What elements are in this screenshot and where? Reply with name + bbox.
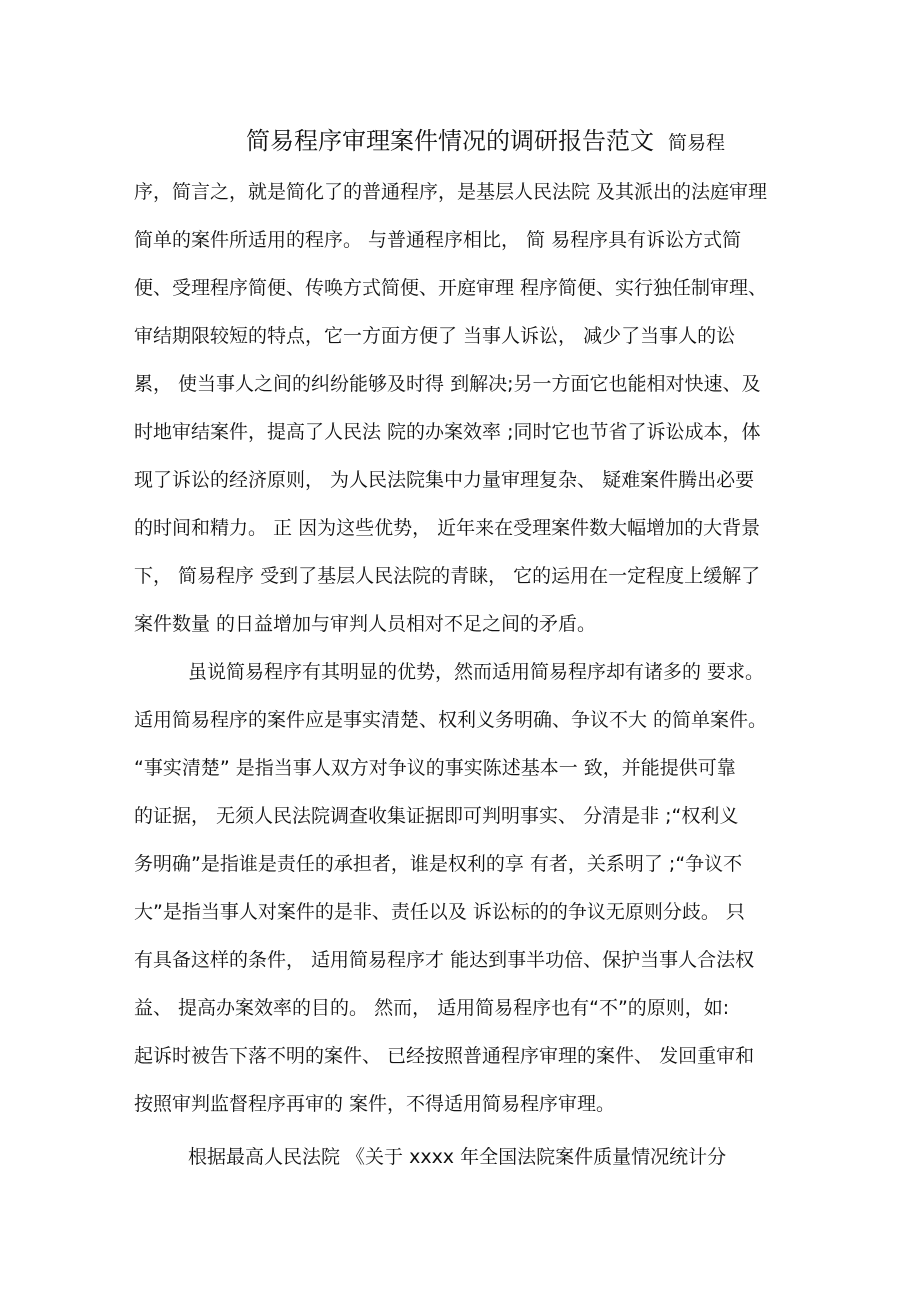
paragraph-1-line: 便、受理程序简便、传唤方式简便、开庭审理 程序简便、实行独任制审理、 — [134, 277, 768, 299]
paragraph-2-line: 虽说简易程序有其明显的优势，然而适用简易程序却有诸多的 要求。 — [188, 661, 765, 683]
paragraph-1-line: 序，简言之，就是简化了的普通程序，是基层人民法院 及其派出的法庭审理 — [134, 181, 768, 203]
paragraph-2-line: 适用简易程序的案件应是事实清楚、权利义务明确、争议不大 的简单案件。 — [134, 709, 768, 731]
paragraph-1-line: 审结期限较短的特点，它一方面方便了 当事人诉讼， 减少了当事人的讼 — [134, 325, 736, 347]
paragraph-2-line: “事实清楚” 是指当事人双方对争议的事实陈述基本一 致，并能提供可靠 — [134, 757, 736, 779]
paragraph-1-line: 下， 简易程序 受到了基层人民法院的青睐， 它的运用在一定程度上缓解了 — [134, 565, 761, 587]
title-trailing-text: 简易程 — [668, 132, 726, 154]
paragraph-2-line: 的证据， 无须人民法院调查收集证据即可判明事实、 分清是非 ;“权利义 — [134, 805, 739, 827]
document-title: 简易程序审理案件情况的调研报告范文 — [246, 127, 654, 155]
paragraph-1-line: 案件数量 的日益增加与审判人员相对不足之间的矛盾。 — [134, 613, 597, 635]
paragraph-2-line: 大”是指当事人对案件的是非、责任以及 诉讼标的的争议无原则分歧。 只 — [134, 901, 745, 923]
paragraph-1-line: 的时间和精力。 正 因为这些优势， 近年来在受理案件数大幅增加的大背景 — [134, 517, 761, 539]
paragraph-2-line: 按照审判监督程序再审的 案件，不得适用简易程序审理。 — [134, 1093, 616, 1115]
paragraph-2-line: 务明确”是指谁是责任的承担者，谁是权利的享 有者，关系明了 ;“争议不 — [134, 853, 743, 875]
paragraph-1-line: 简单的案件所适用的程序。 与普通程序相比， 简 易程序具有诉讼方式简 — [134, 229, 742, 251]
paragraph-2-line: 起诉时被告下落不明的案件、 已经按照普通程序审理的案件、 发回重审和 — [134, 1045, 755, 1067]
paragraph-2-line: 益、 提高办案效率的目的。 然而， 适用简易程序也有“不”的原则，如: — [134, 997, 730, 1019]
paragraph-3-line: 根据最高人民法院 《关于 xxxx 年全国法院案件质量情况统计分 — [188, 1146, 727, 1168]
title-line — [246, 126, 786, 158]
paragraph-1-line: 累， 使当事人之间的纠纷能够及时得 到解决;另一方面它也能相对快速、及 — [134, 373, 761, 395]
paragraph-1-line: 时地审结案件，提高了人民法 院的办案效率 ;同时它也节省了诉讼成本，体 — [134, 421, 761, 443]
paragraph-2-line: 有具备这样的条件， 适用简易程序才 能达到事半功倍、保护当事人合法权 — [134, 949, 755, 971]
paragraph-1-line: 现了诉讼的经济原则， 为人民法院集中力量审理复杂、 疑难案件腾出必要 — [134, 469, 755, 491]
